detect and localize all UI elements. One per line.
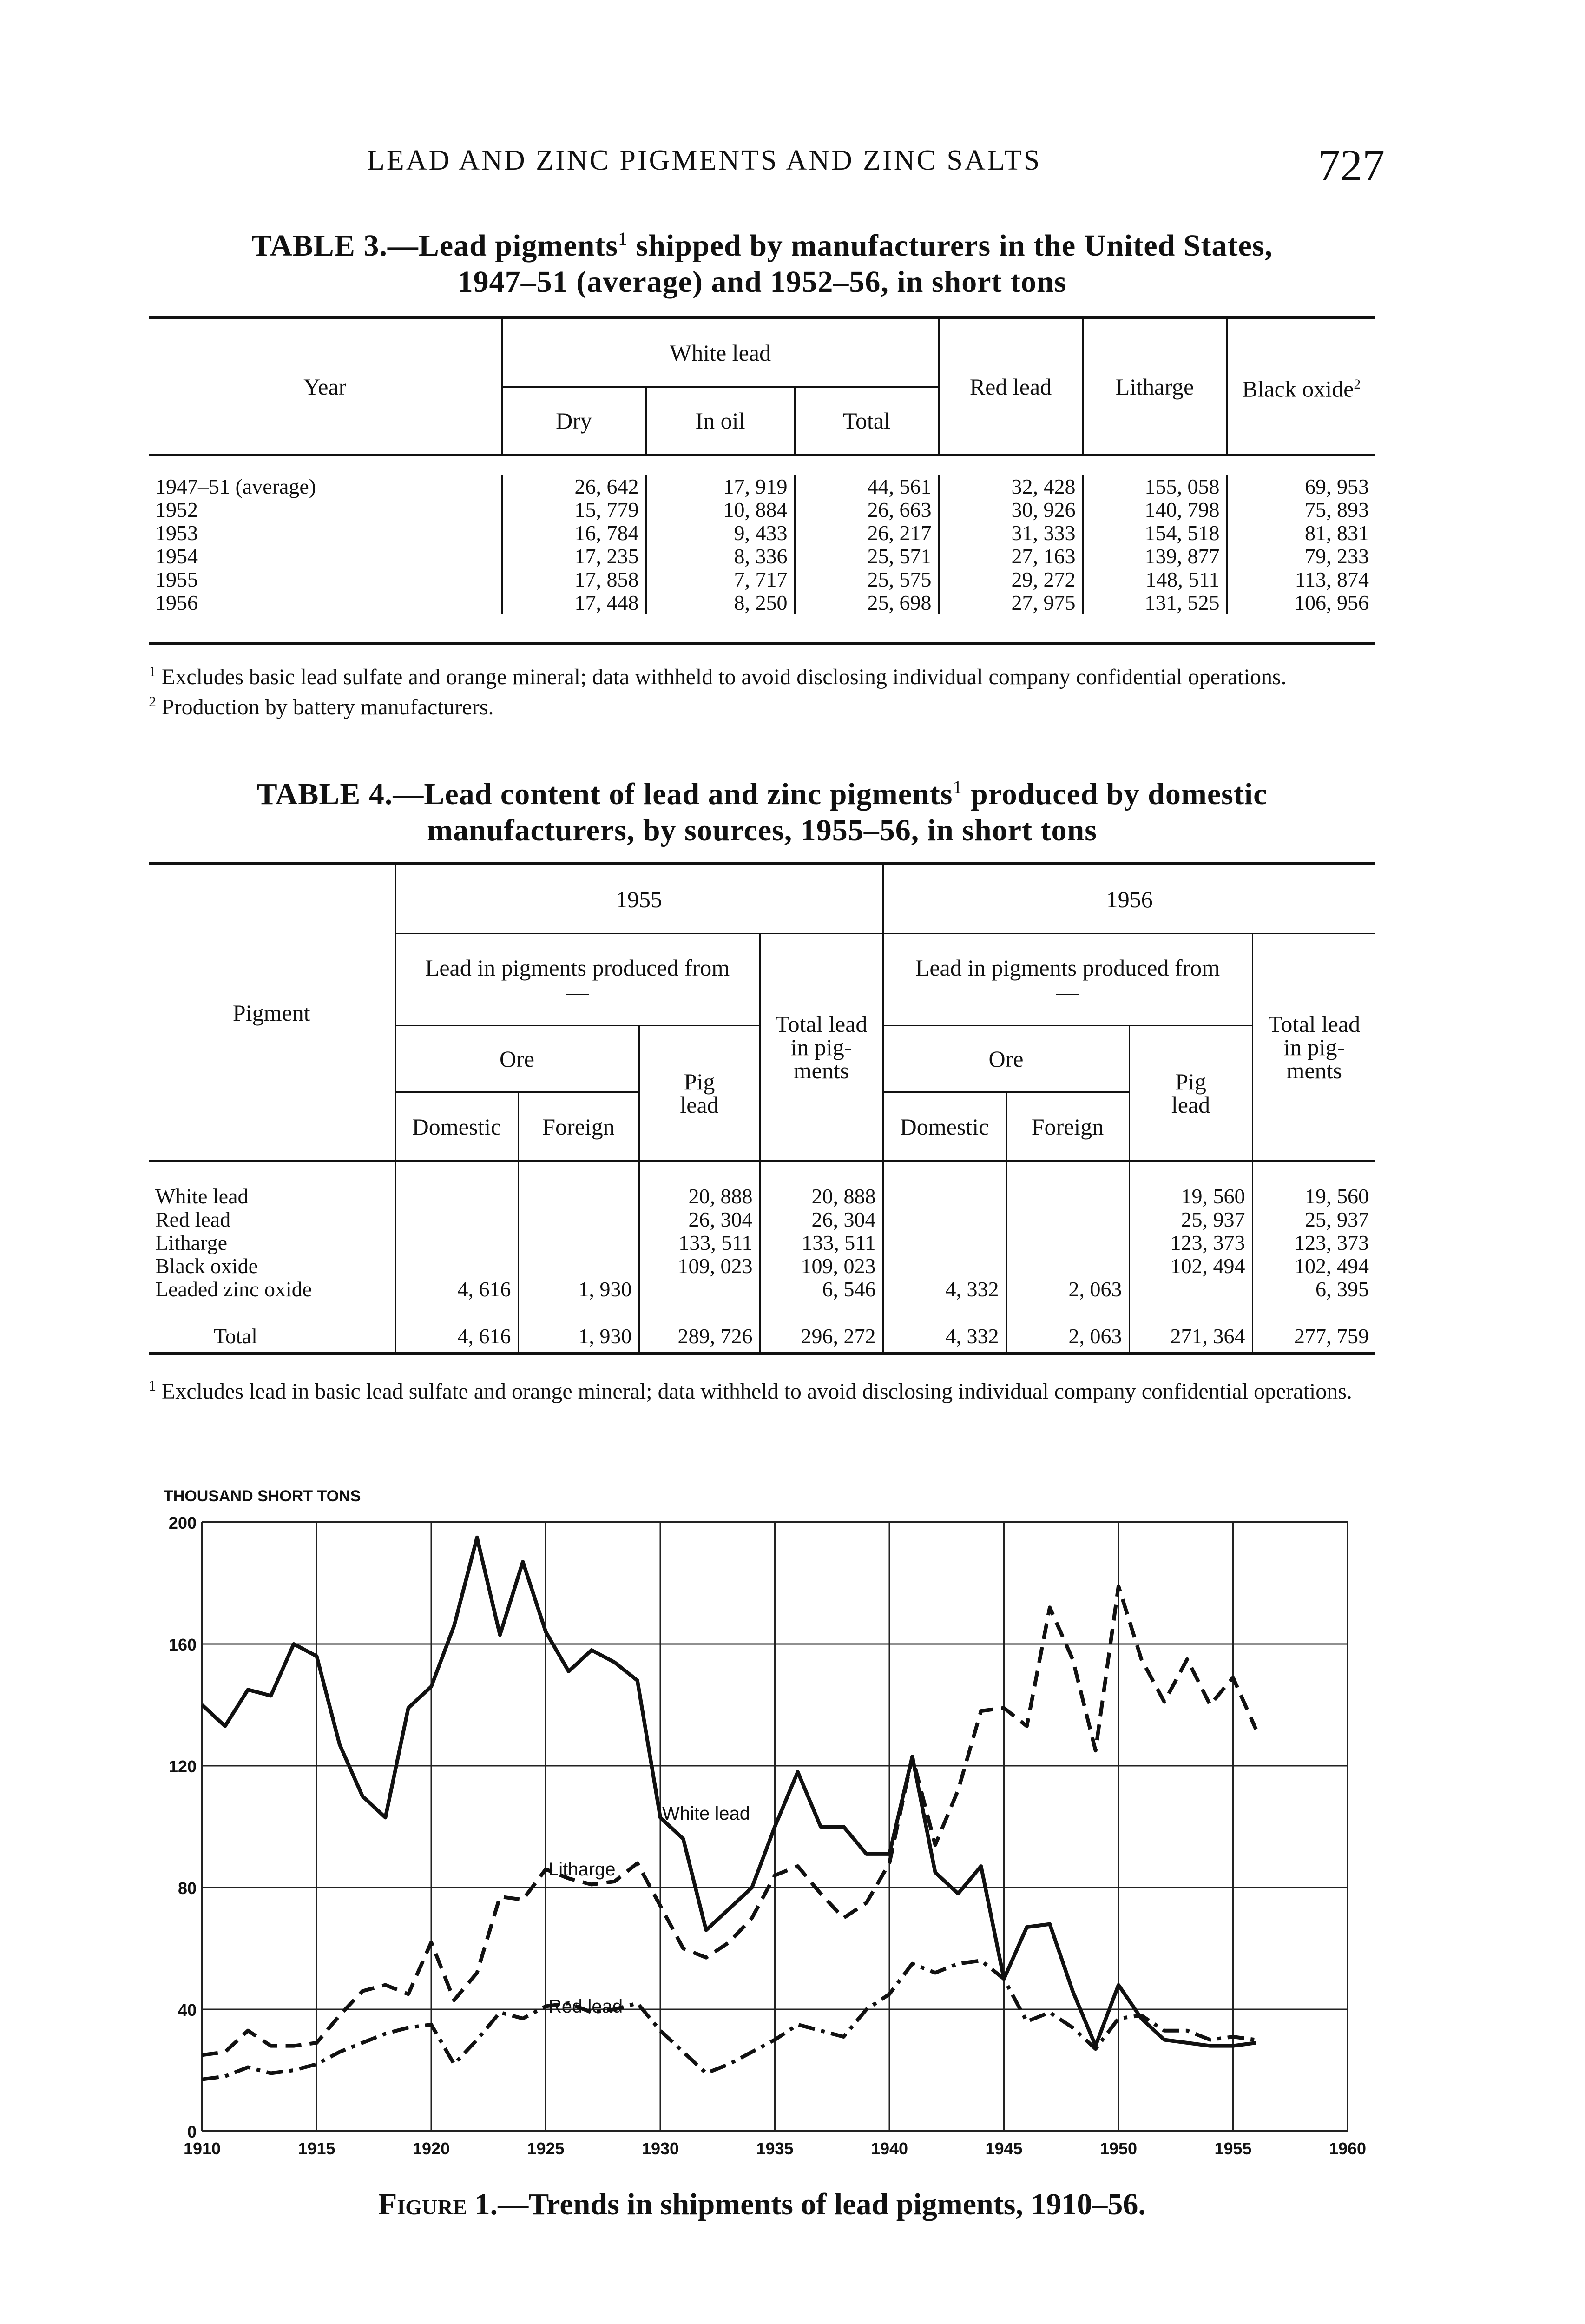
col-in-oil-header: In oil [646,387,795,455]
table4-row [149,1278,1375,1301]
x-tick-label: 1920 [412,2139,450,2158]
table3-cell-red-lead: 29, 272 [939,568,1083,591]
col-pigment-header: Pigment [232,1000,310,1026]
table3-cell-dry: 17, 448 [502,591,646,614]
table3-cell-litharge: 154, 518 [1083,522,1227,545]
col-1955-domestic: Domestic [395,1092,518,1161]
table4-cell-t55: 133, 511 [760,1231,883,1254]
table4-total-row [149,1320,1375,1353]
table3-grid [149,316,1375,645]
table3-cell-litharge: 155, 058 [1083,475,1227,498]
table3-caption-post: shipped by manufacturers in the United States, [636,229,1273,263]
x-tick-label: 1945 [985,2139,1023,2158]
table3-footnotes [149,659,1375,720]
table3-cell-black-oxide: 75, 893 [1227,498,1375,522]
table4-row [149,1231,1375,1254]
table4-cell-d56 [883,1185,1006,1208]
table3-caption [149,221,1375,300]
table3-cell-total: 25, 575 [795,568,939,591]
figure1-chart [158,1478,1385,2180]
table3-cell-red-lead: 31, 333 [939,522,1083,545]
table3-caption-pre: TABLE 3.—Lead pigments [251,229,618,263]
table4-cell-t55: 109, 023 [760,1254,883,1278]
table3-row [149,522,1375,545]
y-tick-label: 80 [178,1879,197,1898]
table3-row [149,568,1375,591]
table3-cell-in-oil: 8, 250 [646,591,795,614]
col-total-header: Total [795,387,939,455]
table4-row [149,1208,1375,1231]
series-line-red-lead [202,1961,1256,2080]
table3-footnote-1: $^1$ Excludes basic lead sulfate and orange mineral; data withheld to avoid disclosing individual company confidential operations. [149,663,1287,689]
table3-cell-red-lead: 27, 975 [939,591,1083,614]
col-litharge-header: Litharge [1083,318,1227,455]
table3-cell-in-oil: 10, 884 [646,498,795,522]
total-t55: 296, 272 [760,1320,883,1353]
table3-cell-in-oil: 8, 336 [646,545,795,568]
table4-cell-f56: 2, 063 [1006,1278,1129,1301]
y-tick-labels [169,1513,197,2141]
table4-cell-p55: 20, 888 [639,1185,760,1208]
table4-cell-f56 [1006,1208,1129,1231]
table4-cell-t55: 26, 304 [760,1208,883,1231]
col-1956-pig-lead: Pig lead [1129,1026,1252,1161]
col-red-lead-header: Red lead [939,318,1083,455]
table4 [149,862,1375,1404]
x-tick-labels [184,2139,1366,2158]
table4-footnote: $^1$ Excludes lead in basic lead sulfate and orange mineral; data withheld to avoid disclosing individual company confidential operations. [149,1377,1352,1404]
table3-footnote-2: $^2$ Production by battery manufacturers. [149,693,494,720]
table4-caption-post: produced by domestic [970,777,1268,811]
table3-year: 1947–51 (average) [155,475,316,498]
table3-cell-black-oxide: 106, 956 [1227,591,1375,614]
x-tick-label: 1915 [298,2139,335,2158]
running-header [149,139,1385,191]
table4-cell-p56: 102, 494 [1129,1254,1252,1278]
total-d56: 4, 332 [883,1320,1006,1353]
table4-cell-d55: 4, 616 [395,1278,518,1301]
col-white-lead-header: White lead [502,318,939,387]
y-tick-label: 120 [168,1757,197,1776]
col-1956-foreign: Foreign [1006,1092,1129,1161]
table4-cell-p55: 133, 511 [639,1231,760,1254]
table4-caption-footnote-mark: 1 [953,777,963,798]
total-label: Total [214,1324,257,1348]
table3-cell-dry: 17, 235 [502,545,646,568]
table3-cell-litharge: 140, 798 [1083,498,1227,522]
table3-cell-total: 25, 571 [795,545,939,568]
table4-cell-t56: 123, 373 [1252,1231,1375,1254]
x-tick-label: 1950 [1099,2139,1138,2158]
total-d55: 4, 616 [395,1320,518,1353]
annotation-litharge: Litharge [548,1859,616,1880]
table4-caption-line2: manufacturers, by sources, 1955–56, in short tons [427,813,1097,847]
col-1955-ore: Ore [395,1026,639,1092]
x-tick-label: 1925 [527,2139,565,2158]
table3-year: 1952 [155,498,198,522]
table4-cell-t56: 19, 560 [1252,1185,1375,1208]
table4-pigment: Leaded zinc oxide [155,1277,312,1301]
table3-cell-total: 26, 217 [795,522,939,545]
y-tick-label: 40 [178,2000,197,2020]
table3-cell-dry: 16, 784 [502,522,646,545]
col-dry-header: Dry [502,387,646,455]
table4-cell-d56: 4, 332 [883,1278,1006,1301]
table4-cell-t55: 20, 888 [760,1185,883,1208]
table4-cell-p55 [639,1278,760,1301]
table4-cell-p55: 109, 023 [639,1254,760,1278]
table3-cell-in-oil: 7, 717 [646,568,795,591]
table4-cell-d55 [395,1231,518,1254]
table4-pigment: Litharge [155,1231,227,1254]
table4-caption [149,769,1375,849]
table3-caption-line2: 1947–51 (average) and 1952–56, in short tons [457,265,1067,299]
col-1955-header: 1955 [395,864,883,934]
table3-cell-black-oxide: 69, 953 [1227,475,1375,498]
y-tick-label: 0 [187,2122,197,2141]
total-t56: 277, 759 [1252,1320,1375,1353]
table4-pigment: White lead [155,1184,249,1208]
col-1955-foreign: Foreign [518,1092,639,1161]
table3-row [149,498,1375,522]
table3-cell-black-oxide: 113, 874 [1227,568,1375,591]
x-tick-label: 1935 [756,2139,794,2158]
table4-cell-p56: 123, 373 [1129,1231,1252,1254]
table3-cell-litharge: 131, 525 [1083,591,1227,614]
table3-row [149,591,1375,614]
figure1-caption-text: —Trends in shipments of lead pigments, 1910–56. [498,2187,1146,2221]
table4-cell-f55 [518,1254,639,1278]
table4-cell-p56: 19, 560 [1129,1185,1252,1208]
table3-cell-red-lead: 27, 163 [939,545,1083,568]
col-1956-header: 1956 [883,864,1375,934]
table3 [149,316,1375,720]
table4-pigment: Red lead [155,1208,231,1231]
page-number: 727 [1318,140,1385,190]
table4-cell-t56: 25, 937 [1252,1208,1375,1231]
col-1955-lead-in-pigments: Lead in pigments produced from— [395,934,760,1026]
table3-row [149,475,1375,498]
table4-cell-d55 [395,1254,518,1278]
running-title: LEAD AND ZINC PIGMENTS AND ZINC SALTS [367,145,1042,176]
table3-cell-dry: 15, 779 [502,498,646,522]
table3-cell-red-lead: 32, 428 [939,475,1083,498]
col-black-oxide-header: Black oxide$^2$ [1227,318,1375,455]
table4-cell-f56 [1006,1185,1129,1208]
total-p55: 289, 726 [639,1320,760,1353]
table4-cell-f55: 1, 930 [518,1278,639,1301]
table3-year: 1954 [155,544,198,568]
table4-grid [149,862,1375,1355]
table4-cell-t56: 102, 494 [1252,1254,1375,1278]
table4-cell-d55 [395,1185,518,1208]
table3-cell-black-oxide: 81, 831 [1227,522,1375,545]
table3-cell-total: 25, 698 [795,591,939,614]
series-line-white-lead [202,1538,1256,2046]
table3-cell-total: 44, 561 [795,475,939,498]
table4-cell-f56 [1006,1254,1129,1278]
x-tick-label: 1910 [183,2139,221,2158]
table3-cell-in-oil: 17, 919 [646,475,795,498]
table3-cell-black-oxide: 79, 233 [1227,545,1375,568]
col-1956-lead-in-pigments: Lead in pigments produced from— [883,934,1252,1026]
table4-row [149,1254,1375,1278]
table3-cell-litharge: 148, 511 [1083,568,1227,591]
total-f55: 1, 930 [518,1320,639,1353]
table3-cell-red-lead: 30, 926 [939,498,1083,522]
table3-year: 1956 [155,591,198,614]
table4-cell-p56 [1129,1278,1252,1301]
table4-cell-f56 [1006,1231,1129,1254]
y-tick-label: 200 [168,1513,197,1532]
col-1956-ore: Ore [883,1026,1129,1092]
col-1956-total-lead: Total lead in pig- ments [1252,934,1375,1161]
x-tick-label: 1960 [1329,2139,1367,2158]
table4-pigment: Black oxide [155,1254,258,1278]
total-f56: 2, 063 [1006,1320,1129,1353]
table4-caption-pre: TABLE 4.—Lead content of lead and zinc pigments [256,777,953,811]
table4-cell-f55 [518,1208,639,1231]
table4-cell-f55 [518,1231,639,1254]
table3-row [149,545,1375,568]
table3-cell-total: 26, 663 [795,498,939,522]
col-1955-total-lead: Total lead in pig- ments [760,934,883,1161]
table4-cell-p56: 25, 937 [1129,1208,1252,1231]
table4-cell-t56: 6, 395 [1252,1278,1375,1301]
table3-year: 1955 [155,568,198,591]
x-tick-label: 1955 [1214,2139,1252,2158]
table4-cell-d56 [883,1231,1006,1254]
total-p56: 271, 364 [1129,1320,1252,1353]
table4-cell-d56 [883,1254,1006,1278]
table4-cell-d55 [395,1208,518,1231]
annotation-white-lead: White lead [662,1803,750,1824]
figure1-caption-prefix: Figure 1. [378,2187,498,2221]
table3-year: 1953 [155,521,198,545]
annotation-red-lead: Red lead [548,1996,623,2017]
x-tick-label: 1930 [641,2139,679,2158]
table4-cell-t55: 6, 546 [760,1278,883,1301]
table3-cell-dry: 17, 858 [502,568,646,591]
col-1956-domestic: Domestic [883,1092,1006,1161]
x-tick-label: 1940 [870,2139,908,2158]
table3-cell-dry: 26, 642 [502,475,646,498]
table4-cell-d56 [883,1208,1006,1231]
table3-cell-in-oil: 9, 433 [646,522,795,545]
table4-row [149,1185,1375,1208]
y-axis-label: THOUSAND SHORT TONS [164,1487,361,1505]
figure1-caption [149,2187,1375,2222]
y-tick-label: 160 [168,1635,197,1654]
col-year-header: Year [303,374,347,400]
table3-cell-litharge: 139, 877 [1083,545,1227,568]
table3-caption-footnote-mark: 1 [618,228,628,249]
col-1955-pig-lead: Pig lead [639,1026,760,1161]
table4-cell-p55: 26, 304 [639,1208,760,1231]
table4-cell-f55 [518,1185,639,1208]
